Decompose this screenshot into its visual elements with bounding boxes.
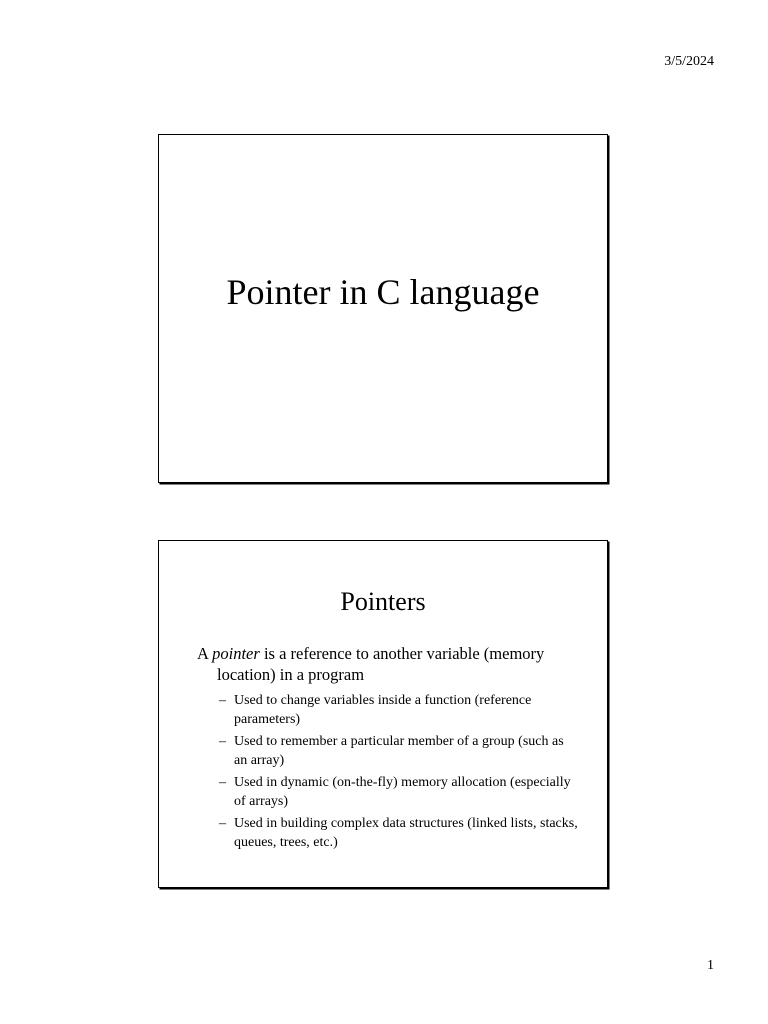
list-item [219,732,579,770]
slide-title: Pointer in C language [226,272,540,312]
slide-title-card [158,134,608,483]
list-item-text: Used to change variables inside a function (reference parameters) [234,693,532,727]
slide-body [197,643,579,855]
usage-list [197,691,579,852]
dash-bullet: – [219,734,226,749]
list-item-text: Used to remember a particular member of a group (such as an array) [234,734,564,768]
list-item [219,773,579,811]
definition-term: pointer [212,644,260,663]
slide-heading: Pointers [340,587,426,616]
list-item [219,814,579,852]
dash-bullet: – [219,775,226,790]
list-item-text: Used in building complex data structures (linked lists, stacks, queues, trees, etc.) [234,816,578,850]
dash-bullet: – [219,693,226,708]
definition-suffix: is a reference to another variable (memory location) in a program [217,644,545,684]
definition-paragraph [197,643,579,685]
definition-prefix: A [197,644,213,663]
dash-bullet: – [219,816,226,831]
list-item [219,691,579,729]
slide-pointers [158,540,608,888]
page-date: 3/5/2024 [664,54,714,69]
list-item-text: Used in dynamic (on-the-fly) memory allocation (especially of arrays) [234,775,571,809]
page-number: 1 [707,958,714,973]
